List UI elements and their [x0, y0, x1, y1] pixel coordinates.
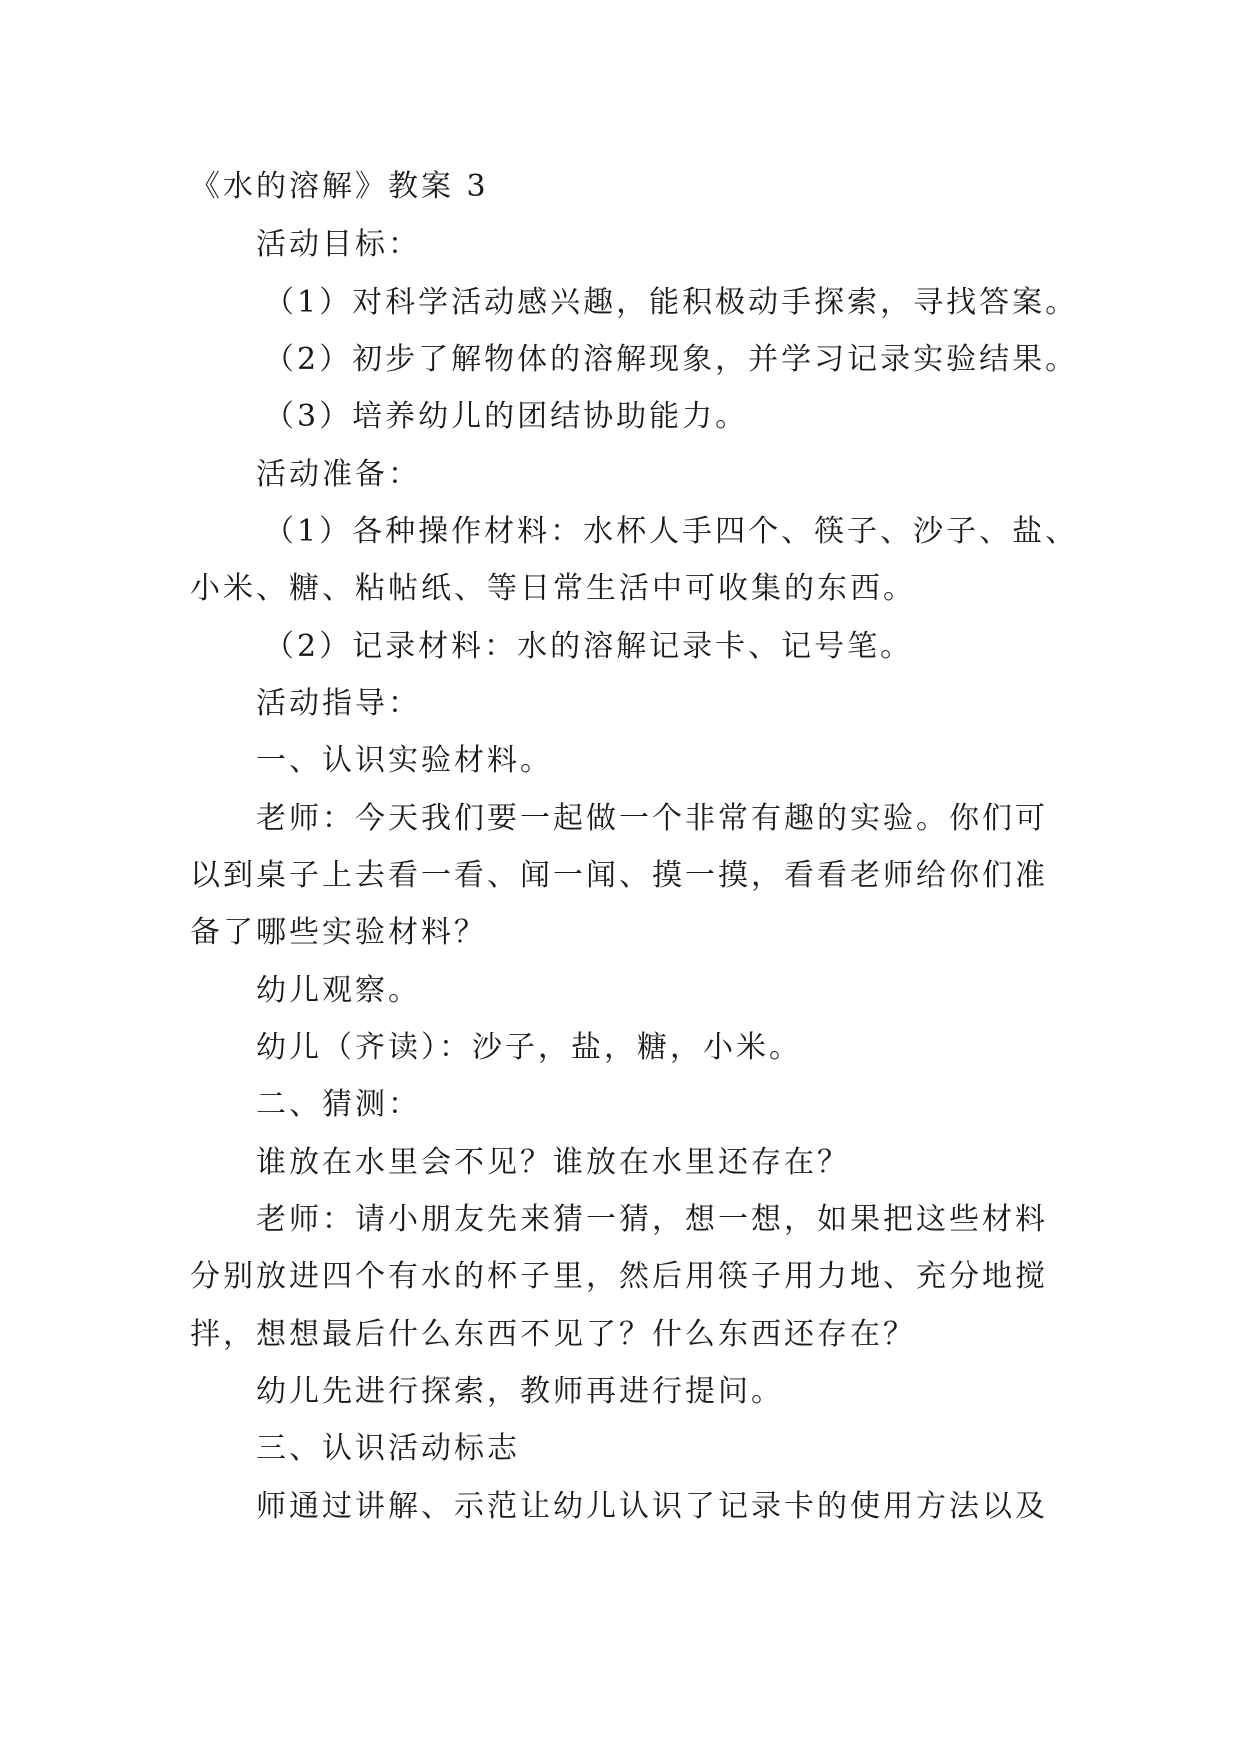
- paragraph-line: 幼儿（齐读）：沙子，盐，糖，小米。: [256, 1030, 802, 1065]
- section-heading-guidance: 活动指导：: [256, 686, 421, 721]
- document-title: 《水的溶解》教案 3: [190, 169, 489, 204]
- paragraph-line: （3）培养幼儿的团结协助能力。: [264, 399, 749, 434]
- paragraph-line: 老师：请小朋友先来猜一猜，想一想，如果把这些材料: [256, 1202, 1048, 1237]
- paragraph-line: （1）各种操作材料：水杯人手四个、筷子、沙子、盐、: [264, 514, 1079, 549]
- paragraph-line: （1）对科学活动感兴趣，能积极动手探索，寻找答案。: [264, 285, 1079, 320]
- section-heading-preparation: 活动准备：: [256, 457, 421, 492]
- paragraph-line: 师通过讲解、示范让幼儿认识了记录卡的使用方法以及: [256, 1489, 1048, 1524]
- paragraph-line: （2）初步了解物体的溶解现象，并学习记录实验结果。: [264, 342, 1079, 377]
- paragraph-line: 一、认识实验材料。: [256, 743, 553, 778]
- paragraph-line: 小米、糖、粘帖纸、等日常生活中可收集的东西。: [190, 571, 916, 606]
- paragraph-line: 备了哪些实验材料？: [190, 915, 487, 950]
- paragraph-line: （2）记录材料：水的溶解记录卡、记号笔。: [264, 629, 914, 664]
- paragraph-line: 老师：今天我们要一起做一个非常有趣的实验。你们可: [256, 801, 1048, 836]
- paragraph-line: 拌，想想最后什么东西不见了？什么东西还存在？: [190, 1317, 916, 1352]
- paragraph-line: 谁放在水里会不见？谁放在水里还存在？: [256, 1145, 850, 1180]
- section-heading-goals: 活动目标：: [256, 227, 421, 262]
- paragraph-line: 三、认识活动标志: [256, 1431, 520, 1466]
- paragraph-line: 幼儿观察。: [256, 973, 421, 1008]
- paragraph-line: 幼儿先进行探索，教师再进行提问。: [256, 1374, 784, 1409]
- paragraph-line: 分别放进四个有水的杯子里，然后用筷子用力地、充分地搅: [190, 1259, 1048, 1294]
- paragraph-line: 以到桌子上去看一看、闻一闻、摸一摸，看看老师给你们准: [190, 858, 1048, 893]
- paragraph-line: 二、猜测：: [256, 1087, 421, 1122]
